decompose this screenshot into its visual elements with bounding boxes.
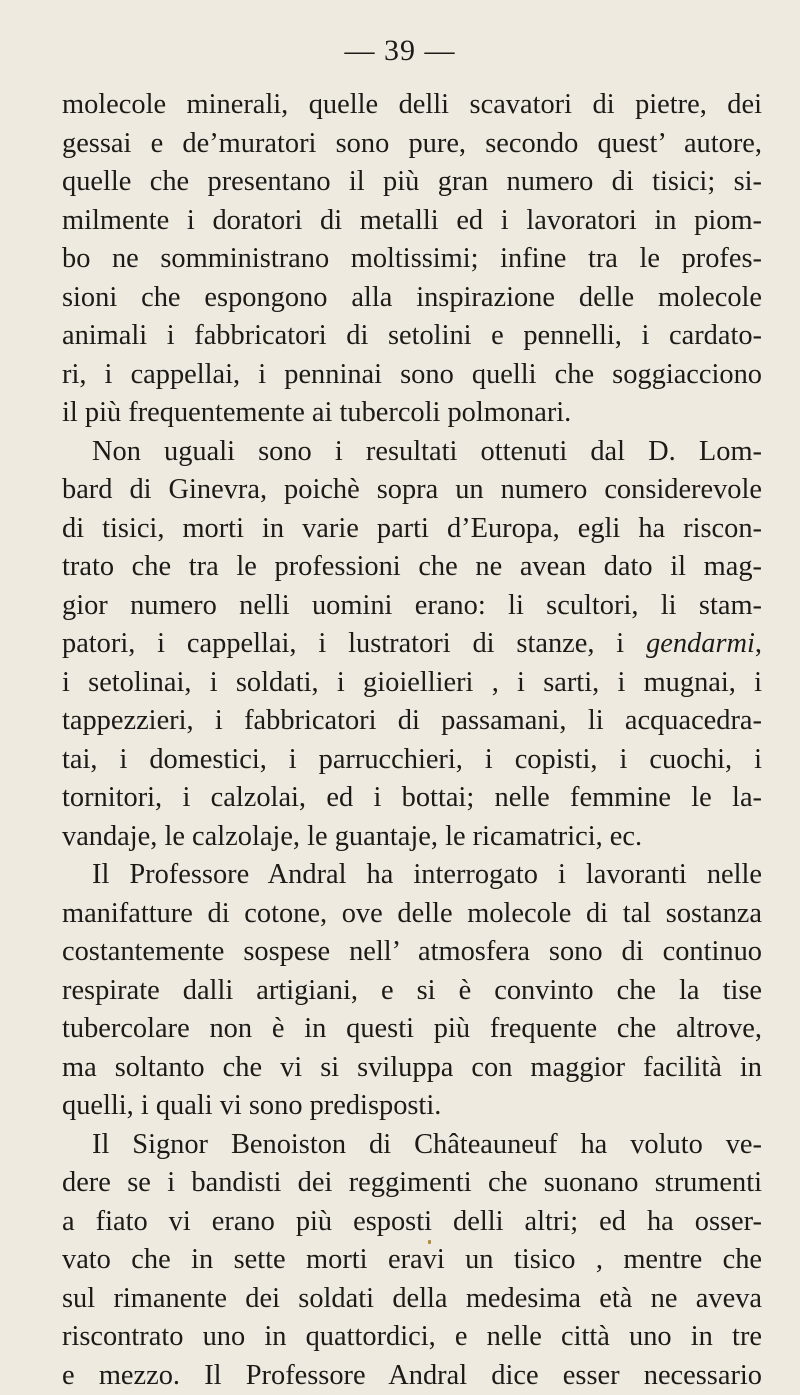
text-line: bard di Ginevra, poichè sopra un numero considerevole xyxy=(62,471,762,510)
text-line: vato che in sette morti eravi un tisico , mentre che xyxy=(62,1241,762,1280)
text-line: riscontrato uno in quattordici, e nelle città uno in tre xyxy=(62,1318,762,1357)
ink-speck xyxy=(428,1240,431,1244)
text-line: Il Professore Andral ha interrogato i lavoranti nelle xyxy=(62,856,762,895)
text-line: patori, i cappellai, i lustratori di stanze, i gendarmi, xyxy=(62,625,762,664)
text-line: manifatture di cotone, ove delle molecole di tal sostanza xyxy=(62,895,762,934)
text-line: tornitori, i calzolai, ed i bottai; nelle femmine le la- xyxy=(62,779,762,818)
page-number-header: — 39 — xyxy=(0,34,800,68)
text-line: sioni che espongono alla inspirazione delle molecole xyxy=(62,279,762,318)
text-line: gior numero nelli uomini erano: li scultori, li stam- xyxy=(62,587,762,626)
text-line: sul rimanente dei soldati della medesima età ne aveva xyxy=(62,1280,762,1319)
text-line: ri, i cappellai, i penninai sono quelli che soggiacciono xyxy=(62,356,762,395)
text-line: Il Signor Benoiston di Châteauneuf ha voluto ve- xyxy=(62,1126,762,1165)
text-line: tubercolare non è in questi più frequente che altrove, xyxy=(62,1010,762,1049)
text-line: tappezzieri, i fabbricatori di passamani, li acquacedra- xyxy=(62,702,762,741)
text-line: a fiato vi erano più esposti delli altri; ed ha osser- xyxy=(62,1203,762,1242)
text-line: il più frequentemente ai tubercoli polmonari. xyxy=(62,394,762,433)
text-line: tai, i domestici, i parrucchieri, i copisti, i cuochi, i xyxy=(62,741,762,780)
text-line: respirate dalli artigiani, e si è convinto che la tise xyxy=(62,972,762,1011)
text-line: i setolinai, i soldati, i gioiellieri , i sarti, i mugnai, i xyxy=(62,664,762,703)
text-line: quelle che presentano il più gran numero di tisici; si- xyxy=(62,163,762,202)
text-line: dere se i bandisti dei reggimenti che suonano strumenti xyxy=(62,1164,762,1203)
text-line: quelli, i quali vi sono predisposti. xyxy=(62,1087,762,1126)
text-line: trato che tra le professioni che ne avean dato il mag- xyxy=(62,548,762,587)
text-line: costantemente sospese nell’ atmosfera sono di continuo xyxy=(62,933,762,972)
text-line: ma soltanto che vi si sviluppa con maggior facilità in xyxy=(62,1049,762,1088)
text-line: molecole minerali, quelle delli scavatori di pietre, dei xyxy=(62,86,762,125)
text-line: e mezzo. Il Professore Andral dice esser necessario xyxy=(62,1357,762,1395)
body-text xyxy=(62,86,762,1395)
text-line: milmente i doratori di metalli ed i lavoratori in piom- xyxy=(62,202,762,241)
text-line: gessai e de’muratori sono pure, secondo quest’ autore, xyxy=(62,125,762,164)
text-line: animali i fabbricatori di setolini e pennelli, i cardato- xyxy=(62,317,762,356)
text-line: di tisici, morti in varie parti d’Europa, egli ha riscon- xyxy=(62,510,762,549)
text-line: Non uguali sono i resultati ottenuti dal D. Lom- xyxy=(62,433,762,472)
text-line: bo ne somministrano moltissimi; infine tra le profes- xyxy=(62,240,762,279)
italic-word: gendarmi xyxy=(646,628,755,659)
text-line: vandaje, le calzolaje, le guantaje, le ricamatrici, ec. xyxy=(62,818,762,857)
